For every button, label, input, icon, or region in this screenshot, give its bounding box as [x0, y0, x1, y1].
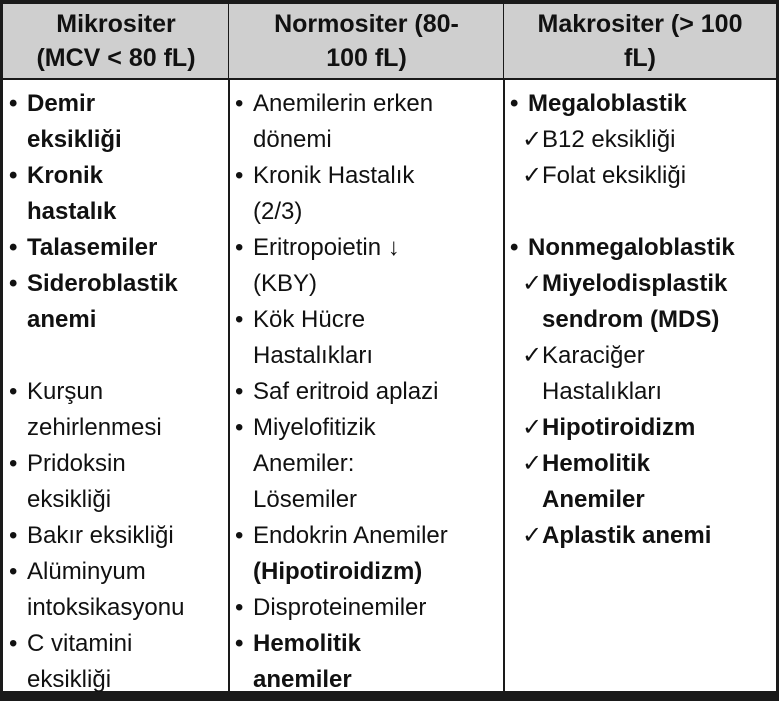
list-spacer: [508, 194, 776, 230]
header-line-1: Makrositer (> 100: [537, 10, 743, 38]
item-text: Demir eksikliği: [27, 90, 122, 153]
item-text: Karaciğer Hastalıkları: [542, 342, 663, 405]
header-line-1: Normositer (80-: [274, 10, 459, 38]
checklist-item: [508, 266, 776, 338]
cause-list: [3, 80, 229, 698]
list-item: [7, 518, 229, 554]
checklist-item: [508, 410, 776, 446]
bullet-icon: •: [9, 234, 18, 261]
cause-list: [504, 80, 776, 554]
bullet-icon: •: [9, 450, 18, 477]
list-item: [233, 410, 504, 518]
item-text: Kurşun zehirlenmesi: [27, 378, 162, 441]
cause-list: [229, 80, 504, 698]
checklist-item: [508, 446, 776, 518]
item-text: Anemilerin erken dönemi: [253, 90, 434, 153]
list-item: [233, 590, 504, 626]
item-text: Megaloblastik: [528, 90, 687, 117]
bullet-icon: •: [235, 414, 244, 441]
list-item: [233, 302, 504, 374]
column-mikrositer: [3, 4, 229, 691]
list-spacer: [7, 338, 229, 374]
bullet-icon: •: [510, 234, 519, 261]
bullet-icon: •: [235, 630, 244, 657]
column-header: [229, 4, 504, 80]
item-text: Pridoksin eksikliği: [27, 450, 126, 513]
checkmark-icon: ✓: [522, 414, 543, 441]
bullet-icon: •: [235, 234, 244, 261]
list-item: [7, 230, 229, 266]
bullet-icon: •: [235, 90, 244, 117]
list-item: [7, 158, 229, 230]
checklist-item: [508, 518, 776, 554]
list-item: [233, 518, 504, 590]
checkmark-icon: ✓: [522, 126, 543, 153]
bullet-icon: •: [9, 558, 18, 585]
bullet-icon: •: [235, 306, 244, 333]
item-text: Hemolitik anemiler: [253, 630, 362, 693]
item-text: Talasemiler: [27, 234, 158, 261]
item-text: B12 eksikliği: [542, 126, 676, 153]
item-text: Hemolitik Anemiler: [542, 450, 651, 513]
item-text: Kronik hastalık: [27, 162, 117, 225]
bullet-icon: •: [9, 90, 18, 117]
item-text: Endokrin Anemiler: [253, 522, 448, 549]
checklist-item: [508, 338, 776, 410]
list-item: [508, 230, 776, 266]
list-item: [7, 446, 229, 518]
item-text: Folat eksikliği: [542, 162, 687, 189]
bullet-icon: •: [9, 378, 18, 405]
bullet-icon: •: [9, 630, 18, 657]
header-line-2: 100 fL): [326, 44, 407, 72]
bullet-icon: •: [235, 522, 244, 549]
item-text: Alüminyum intoksikasyonu: [27, 558, 185, 621]
header-line-2: fL): [624, 44, 656, 72]
item-text: Aplastik anemi: [542, 522, 712, 549]
item-subtext: (Hipotiroidizm): [253, 558, 423, 585]
column-normositer: [229, 4, 504, 691]
list-item: [7, 266, 229, 338]
list-item: [233, 158, 504, 230]
item-text: Sideroblastik anemi: [27, 270, 178, 333]
bullet-icon: •: [9, 522, 18, 549]
item-text: Kronik Hastalık (2/3): [253, 162, 415, 225]
list-item: [233, 626, 504, 698]
checkmark-icon: ✓: [522, 162, 543, 189]
item-text: Miyelofitizik Anemiler: Lösemiler: [253, 414, 376, 513]
column-makrositer: [504, 4, 776, 691]
list-item: [233, 374, 504, 410]
list-item: [508, 86, 776, 122]
item-text: Nonmegaloblastik: [528, 234, 735, 261]
checkmark-icon: ✓: [522, 522, 543, 549]
bullet-icon: •: [235, 378, 244, 405]
column-header: [3, 4, 229, 80]
checklist-item: [508, 158, 776, 194]
item-text: C vitamini eksikliği: [27, 630, 133, 693]
header-line-2: (MCV < 80 fL): [36, 44, 196, 72]
item-text: Saf eritroid aplazi: [253, 378, 439, 405]
column-header: [504, 4, 776, 80]
item-text: Eritropoietin ↓ (KBY): [253, 234, 400, 297]
bullet-icon: •: [510, 90, 519, 117]
header-line-1: Mikrositer: [56, 10, 176, 38]
list-item: [7, 626, 229, 698]
checklist-item: [508, 122, 776, 158]
list-item: [7, 374, 229, 446]
list-item: [7, 554, 229, 626]
bullet-icon: •: [9, 162, 18, 189]
list-item: [7, 86, 229, 158]
list-item: [233, 230, 504, 302]
bullet-icon: •: [235, 162, 244, 189]
list-item: [233, 86, 504, 158]
checkmark-icon: ✓: [522, 342, 543, 369]
checkmark-icon: ✓: [522, 450, 543, 477]
checkmark-icon: ✓: [522, 270, 543, 297]
bullet-icon: •: [235, 594, 244, 621]
item-text: Miyelodisplastik sendrom (MDS): [542, 270, 728, 333]
item-text: Disproteinemiler: [253, 594, 427, 621]
bullet-icon: •: [9, 270, 18, 297]
item-text: Hipotiroidizm: [542, 414, 696, 441]
item-text: Kök Hücre Hastalıkları: [253, 306, 374, 369]
item-text: Bakır eksikliği: [27, 522, 174, 549]
